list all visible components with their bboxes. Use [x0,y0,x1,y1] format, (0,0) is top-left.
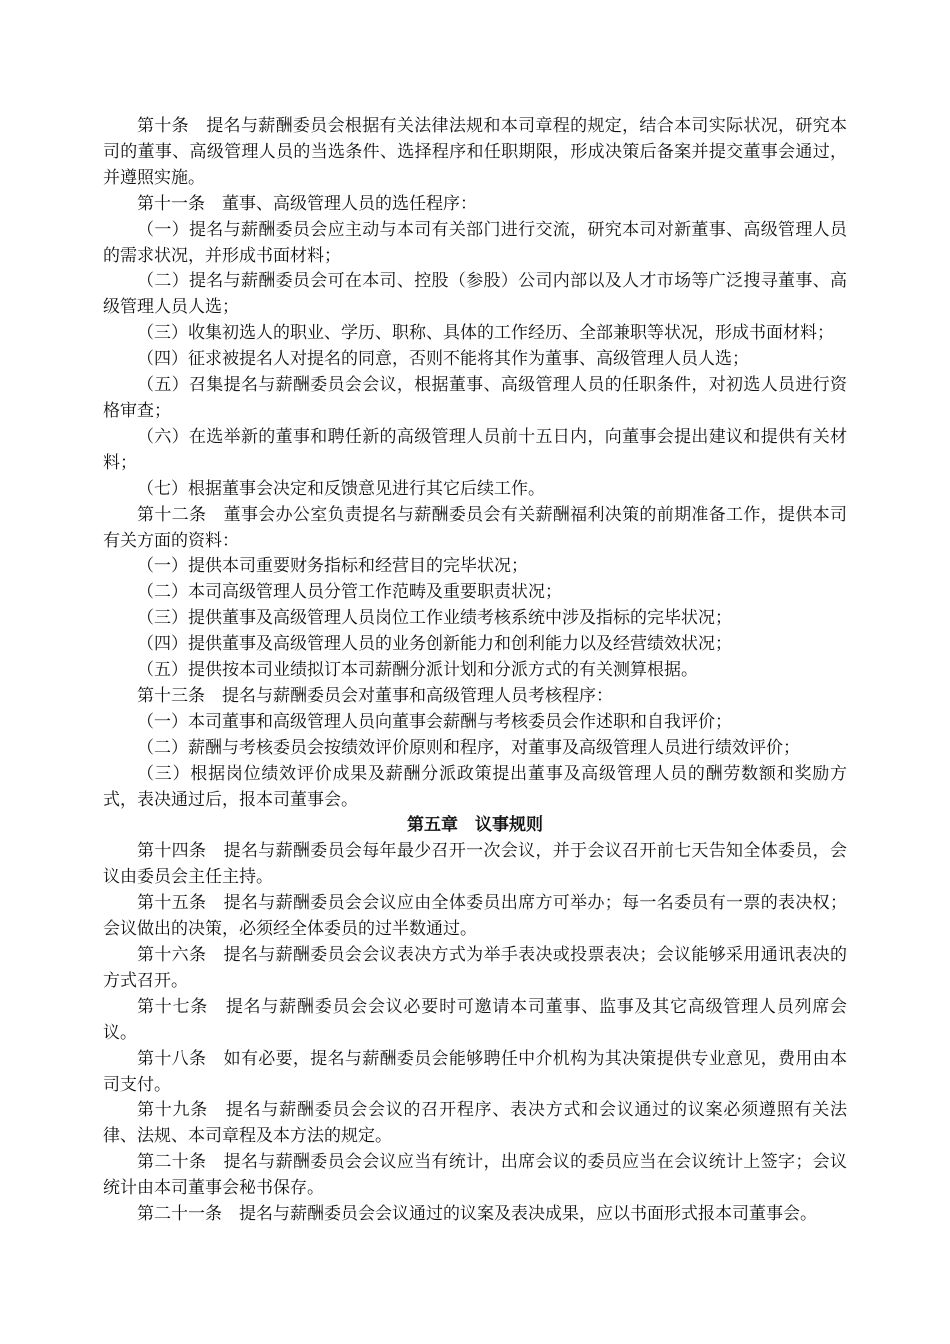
article-21: 第二十一条 提名与薪酬委员会会议通过的议案及表决成果，应以书面形式报本司董事会。 [137,1204,817,1225]
article-10: 第十条 提名与薪酬委员会根据有关法律法规和本司章程的规定，结合本司实际状况，研究本司的董事、高级管理人员的当选条件、选择程序和任职期限，形成决策后备案并提交董事会通过，并遵照实施。 [103,116,847,188]
article-16: 第十六条 提名与薪酬委员会会议表决方式为举手表决或投票表决；会议能够采用通讯表决的方式召开。 [103,945,847,991]
article-12-item-5: （五）提供按本司业绩拟订本司薪酬分派计划和分派方式的有关测算根据。 [137,660,698,681]
document-body [103,114,847,1228]
article-11-item-3: （三）收集初选人的职业、学历、职称、具体的工作经历、全部兼职等状况，形成书面材料； [137,323,834,344]
article-11-item-1: （一）提名与薪酬委员会应主动与本司有关部门进行交流，研究本司对新董事、高级管理人员的需求状况，并形成书面材料； [103,219,847,266]
article-12-item-3: （三）提供董事及高级管理人员岗位工作业绩考核系统中涉及指标的完毕状况； [137,608,732,629]
article-19: 第十九条 提名与薪酬委员会会议的召开程序、表决方式和会议通过的议案必须遵照有关法律、法规、本司章程及本方法的规定。 [103,1100,847,1147]
article-13-item-1: （一）本司董事和高级管理人员向董事会薪酬与考核委员会作述职和自我评价； [137,711,732,732]
article-12: 第十二条 董事会办公室负责提名与薪酬委员会有关薪酬福利决策的前期准备工作，提供本司有关方面的资料： [103,504,847,551]
article-11-item-5: （五）召集提名与薪酬委员会会议，根据董事、高级管理人员的任职条件，对初选人员进行资格审查； [103,375,847,421]
article-13-item-3: （三）根据岗位绩效评价成果及薪酬分派政策提出董事及高级管理人员的酬劳数额和奖励方式，表决通过后，报本司董事会。 [103,763,847,810]
article-14: 第十四条 提名与薪酬委员会每年最少召开一次会议，并于会议召开前七天告知全体委员，会议由委员会主任主持。 [103,841,847,888]
article-11-item-6: （六）在选举新的董事和聘任新的高级管理人员前十五日内，向董事会提出建议和提供有关材料； [103,426,847,473]
article-18: 第十八条 如有必要，提名与薪酬委员会能够聘任中介机构为其决策提供专业意见，费用由本司支付。 [103,1048,847,1095]
article-12-item-4: （四）提供董事及高级管理人员的业务创新能力和创利能力以及经营绩效状况； [137,634,732,655]
article-13: 第十三条 提名与薪酬委员会对董事和高级管理人员考核程序： [137,685,613,706]
article-15: 第十五条 提名与薪酬委员会会议应由全体委员出席方可举办；每一名委员有一票的表决权；会议做出的决策，必须经全体委员的过半数通过。 [103,893,847,940]
article-11-item-2: （二）提名与薪酬委员会可在本司、控股（参股）公司内部以及人才市场等广泛搜寻董事、高级管理人员人选； [103,271,847,318]
article-11: 第十一条 董事、高级管理人员的选任程序： [137,193,477,214]
article-20: 第二十条 提名与薪酬委员会会议应当有统计，出席会议的委员应当在会议统计上签字；会议统计由本司董事会秘书保存。 [103,1152,847,1199]
article-11-item-4: （四）征求被提名人对提名的同意，否则不能将其作为董事、高级管理人员人选； [137,349,749,370]
article-12-item-1: （一）提供本司重要财务指标和经营目的完毕状况； [137,556,528,577]
article-11-item-7: （七）根据董事会决定和反馈意见进行其它后续工作。 [137,478,545,499]
chapter-heading: 第五章 议事规则 [407,815,543,836]
article-12-item-2: （二）本司高级管理人员分管工作范畴及重要职责状况； [137,582,562,603]
article-17: 第十七条 提名与薪酬委员会会议必要时可邀请本司董事、监事及其它高级管理人员列席会议。 [103,996,847,1043]
article-13-item-2: （二）薪酬与考核委员会按绩效评价原则和程序，对董事及高级管理人员进行绩效评价； [137,737,800,758]
